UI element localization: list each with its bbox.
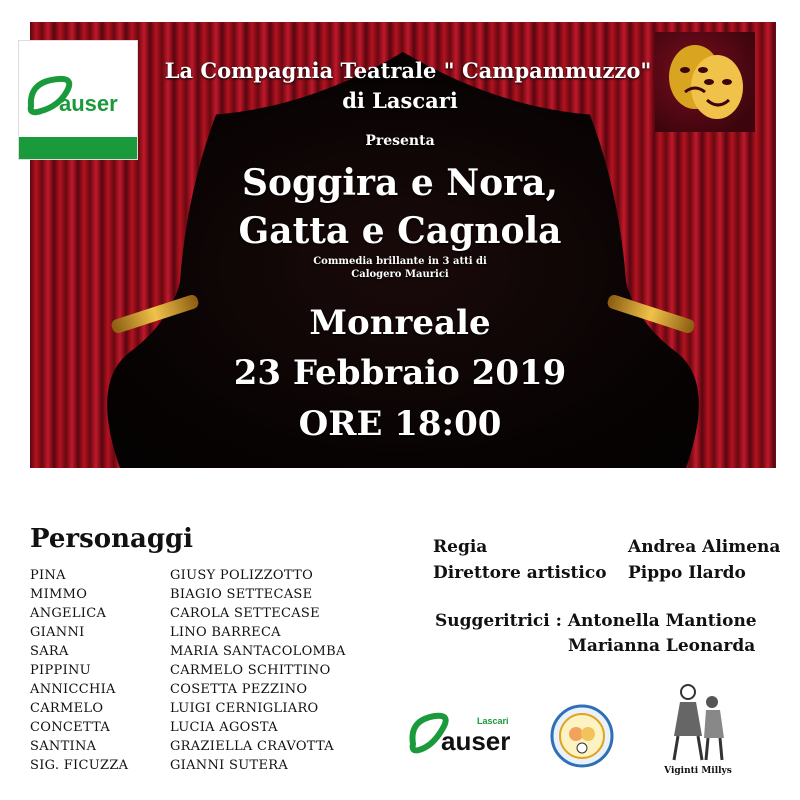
vigint-logo bbox=[658, 680, 738, 780]
presents-label: Presenta bbox=[365, 133, 435, 149]
cast-role: ANNICCHIA bbox=[30, 682, 116, 697]
cast-role: ANGELICA bbox=[30, 606, 107, 621]
show-date: 23 Febbraio 2019 bbox=[233, 353, 567, 393]
cast-actor: LUCIA AGOSTA bbox=[170, 720, 278, 735]
circle-logo bbox=[550, 704, 614, 768]
cast-actor: CARMELO SCHITTINO bbox=[170, 663, 331, 678]
cast-actor: MARIA SANTACOLOMBA bbox=[170, 644, 346, 659]
cast-role: PIPPINU bbox=[30, 663, 91, 678]
cast-actor: GIUSY POLIZZOTTO bbox=[170, 568, 314, 583]
suggeritrici-second: Marianna Leonarda bbox=[568, 636, 756, 656]
auser-logo-bottom bbox=[405, 702, 515, 762]
cast-role: GIANNI bbox=[30, 625, 85, 640]
cast-actor: CAROLA SETTECASE bbox=[170, 606, 320, 621]
show-title-line1: Soggira e Nora, bbox=[241, 162, 559, 204]
show-time: ORE 18:00 bbox=[298, 404, 502, 444]
regia-label: Regia bbox=[433, 537, 488, 557]
cast-actor: GRAZIELLA CRAVOTTA bbox=[170, 739, 334, 754]
direttore-name: Pippo Ilardo bbox=[628, 563, 746, 583]
regia-name: Andrea Alimena bbox=[628, 537, 781, 557]
direttore-label: Direttore artistico bbox=[433, 563, 607, 583]
suggeritrici-line: Suggeritrici : Antonella Mantione bbox=[435, 611, 757, 631]
show-title-line2: Gatta e Cagnola bbox=[238, 210, 562, 252]
cast-actor: BIAGIO SETTECASE bbox=[170, 587, 313, 602]
company-line: La Compagnia Teatrale " Campammuzzo" bbox=[164, 58, 652, 83]
vigint-logo-text: Viginti Millys bbox=[664, 766, 732, 776]
cast-role: SIG. FICUZZA bbox=[30, 758, 129, 773]
cast-role: MIMMO bbox=[30, 587, 88, 602]
cast-actor: LINO BARRECA bbox=[170, 625, 281, 640]
cast-role: CONCETTA bbox=[30, 720, 111, 735]
cast-role: SANTINA bbox=[30, 739, 97, 754]
cast-role: PINA bbox=[30, 568, 66, 583]
cast-role: SARA bbox=[30, 644, 69, 659]
cast-role: CARMELO bbox=[30, 701, 104, 716]
show-subtitle-line2: Calogero Maurici bbox=[351, 269, 449, 280]
auser-bottom-text: auser bbox=[441, 726, 511, 756]
auser-logo-top-text: auser bbox=[59, 91, 118, 116]
show-subtitle-line1: Commedia brillante in 3 atti di bbox=[313, 256, 487, 267]
cast-actor: COSETTA PEZZINO bbox=[170, 682, 308, 697]
cast-actor: GIANNI SUTERA bbox=[170, 758, 289, 773]
town-line: di Lascari bbox=[342, 88, 458, 113]
cast-actor: LUIGI CERNIGLIARO bbox=[170, 701, 319, 716]
show-place: Monreale bbox=[309, 303, 491, 343]
cast-heading: Personaggi bbox=[30, 524, 194, 554]
auser-bottom-tag: Lascari bbox=[477, 716, 509, 726]
